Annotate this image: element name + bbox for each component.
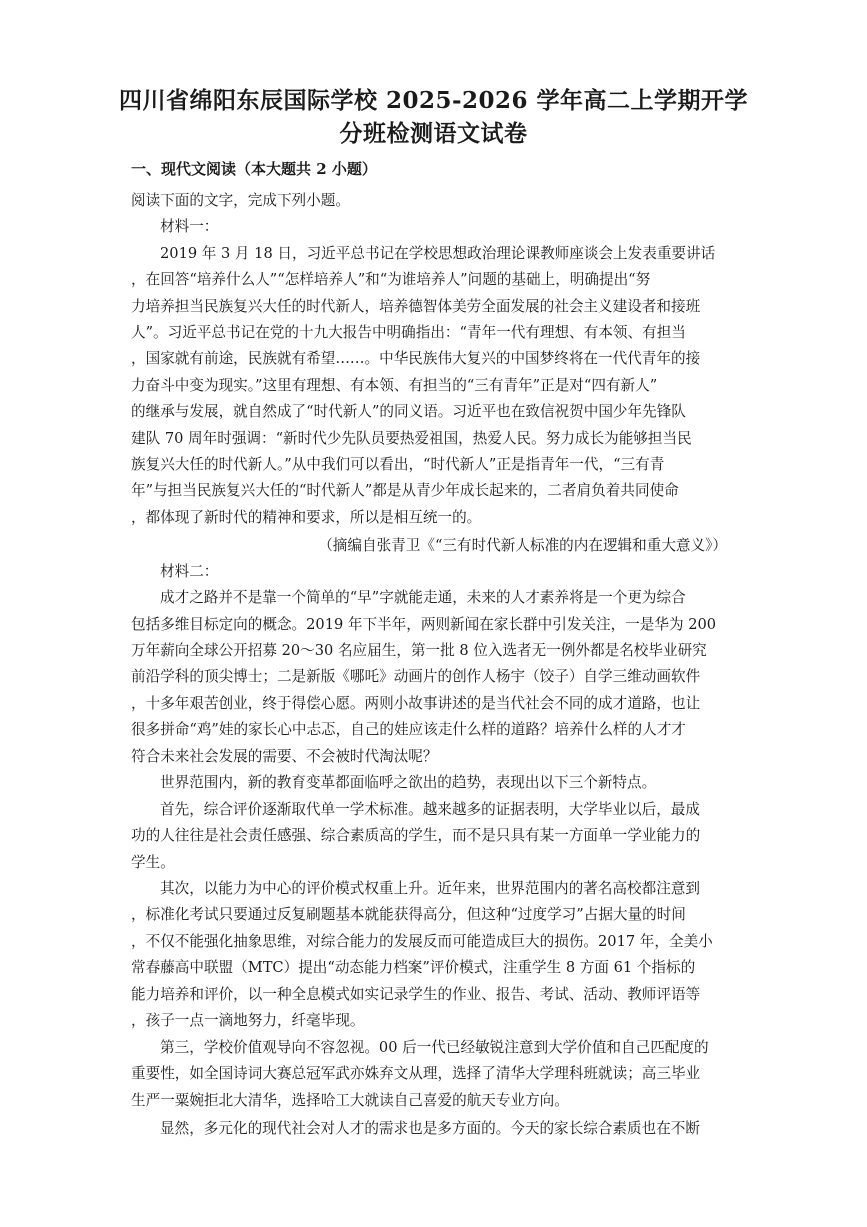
paragraph-line: 世界范围内，新的教育变革都面临呼之欲出的趋势，表现出以下三个新特点。 (160, 774, 657, 791)
paragraph-line: 成才之路并不是靠一个简单的“早”字就能走通，未来的人才素养将是一个更为综合 (160, 589, 686, 606)
paragraph-line: 学生。 (131, 854, 175, 871)
paragraph-line: 常春藤高中联盟（MTC）提出“动态能力档案”评价模式，注重学生 8 方面 61 个指标的 (131, 959, 696, 976)
paragraph-line: 符合未来社会发展的需要、不会被时代淘汰呢？ (131, 748, 438, 765)
paragraph-line: 很多拼命“鸡”娃的家长心中忐忑，自己的娃应该走什么样的道路？培养什么样的人才才 (131, 721, 686, 738)
material-1-label: 材料一： (160, 218, 219, 235)
paragraph-line: 建队 70 周年时强调：“新时代少先队员要热爱祖国，热爱人民。努力成长为能够担当民 (131, 430, 692, 447)
paragraph-line: 显然，多元化的现代社会对人才的需求也是多方面的。今天的家长综合素质也在不断 (160, 1120, 700, 1137)
paragraph-line: 人”。习近平总书记在党的十九大报告中明确指出：“青年一代有理想、有本领、有担当 (131, 324, 686, 341)
exam-title (60, 84, 807, 150)
paragraph-line: 年”与担当民族复兴大任的“时代新人”都是从青少年成长起来的，二者肩负着共同使命 (131, 482, 679, 499)
paragraph-line: ，十多年艰苦创业，终于得偿心愿。两则小故事讲述的是当代社会不同的成才道路，也让 (131, 695, 701, 712)
title-line-2: 分班检测语文试卷 (339, 120, 528, 147)
paragraph-line: 2019 年 3 月 18 日，习近平总书记在学校思想政治理论课教师座谈会上发表重要讲话 (160, 245, 716, 262)
paragraph-line: ，标准化考试只要通过反复刷题基本就能获得高分，但这种“过度学习”占据大量的时间 (131, 906, 686, 923)
paragraph-line: ，都体现了新时代的精神和要求，所以是相互统一的。 (131, 509, 482, 526)
paragraph-line: ，国家就有前途，民族就有希望……。中华民族伟大复兴的中国梦终将在一代代青年的接 (131, 350, 701, 367)
paragraph-line: 力奋斗中变为现实。”这里有理想、有本领、有担当的“三有青年”正是对“四有新人” (131, 377, 658, 394)
paragraph-line: 能力培养和评价，以一种全息模式如实记录学生的作业、报告、考试、活动、教师评语等 (131, 986, 701, 1003)
paragraph-line: 前沿学科的顶尖博士；二是新版《哪吒》动画片的创作人杨宇（饺子）自学三维动画软件 (131, 668, 701, 685)
paragraph-line: 第三，学校价值观导向不容忽视。00 后一代已经敏锐注意到大学价值和自己匹配度的 (160, 1039, 709, 1056)
material-2-label: 材料二： (160, 563, 219, 580)
reading-instruction: 阅读下面的文字，完成下列小题。 (131, 192, 350, 209)
paragraph-line: 首先，综合评价逐渐取代单一学术标准。越来越多的证据表明，大学毕业以后，最成 (160, 801, 700, 818)
paragraph-line: 包括多维目标定向的概念。2019 年下半年，两则新闻在家长群中引发关注，一是华为 200 (131, 616, 717, 633)
paragraph-line: 族复兴大任的时代新人。”从中我们可以看出，“时代新人”正是指青年一代，“三有青 (131, 456, 665, 473)
paragraph-line: 生严一粟婉拒北大清华，选择哈工大就读自己喜爱的航天专业方向。 (131, 1092, 569, 1109)
section-heading: 一、现代文阅读（本大题共 2 小题） (131, 160, 377, 178)
material-1-source: （摘编自张青卫《“三有时代新人标准的内在逻辑和重大意义》） (318, 537, 727, 554)
paragraph-line: 力培养担当民族复兴大任的时代新人，培养德智体美劳全面发展的社会主义建设者和接班 (131, 298, 701, 315)
title-line-1: 四川省绵阳东辰国际学校 2025-2026 学年高二上学期开学 (118, 87, 749, 114)
paragraph-line: ，在回答“培养什么人”“怎样培养人”和“为谁培养人”问题的基础上，明确提出“努 (131, 271, 651, 288)
paragraph-line: 的继承与发展，就自然成了“时代新人”的同义语。习近平也在致信祝贺中国少年先锋队 (131, 403, 686, 420)
paragraph-line: 重要性，如全国诗词大赛总冠军武亦姝弃文从理，选择了清华大学理科班就读；高三毕业 (131, 1065, 701, 1082)
paragraph-line: 功的人往往是社会责任感强、综合素质高的学生，而不是只具有某一方面单一学业能力的 (131, 827, 701, 844)
paragraph-line: 万年薪向全球公开招募 20～30 名应届生，第一批 8 位入选者无一例外都是名校毕业研究 (131, 642, 707, 659)
paragraph-line: ，不仅不能强化抽象思维，对综合能力的发展反而可能造成巨大的损伤。2017 年，全美小 (131, 933, 713, 950)
paragraph-line: 其次，以能力为中心的评价模式权重上升。近年来，世界范围内的著名高校都注意到 (160, 880, 700, 897)
paragraph-line: ，孩子一点一滴地努力，纤毫毕现。 (131, 1012, 365, 1029)
